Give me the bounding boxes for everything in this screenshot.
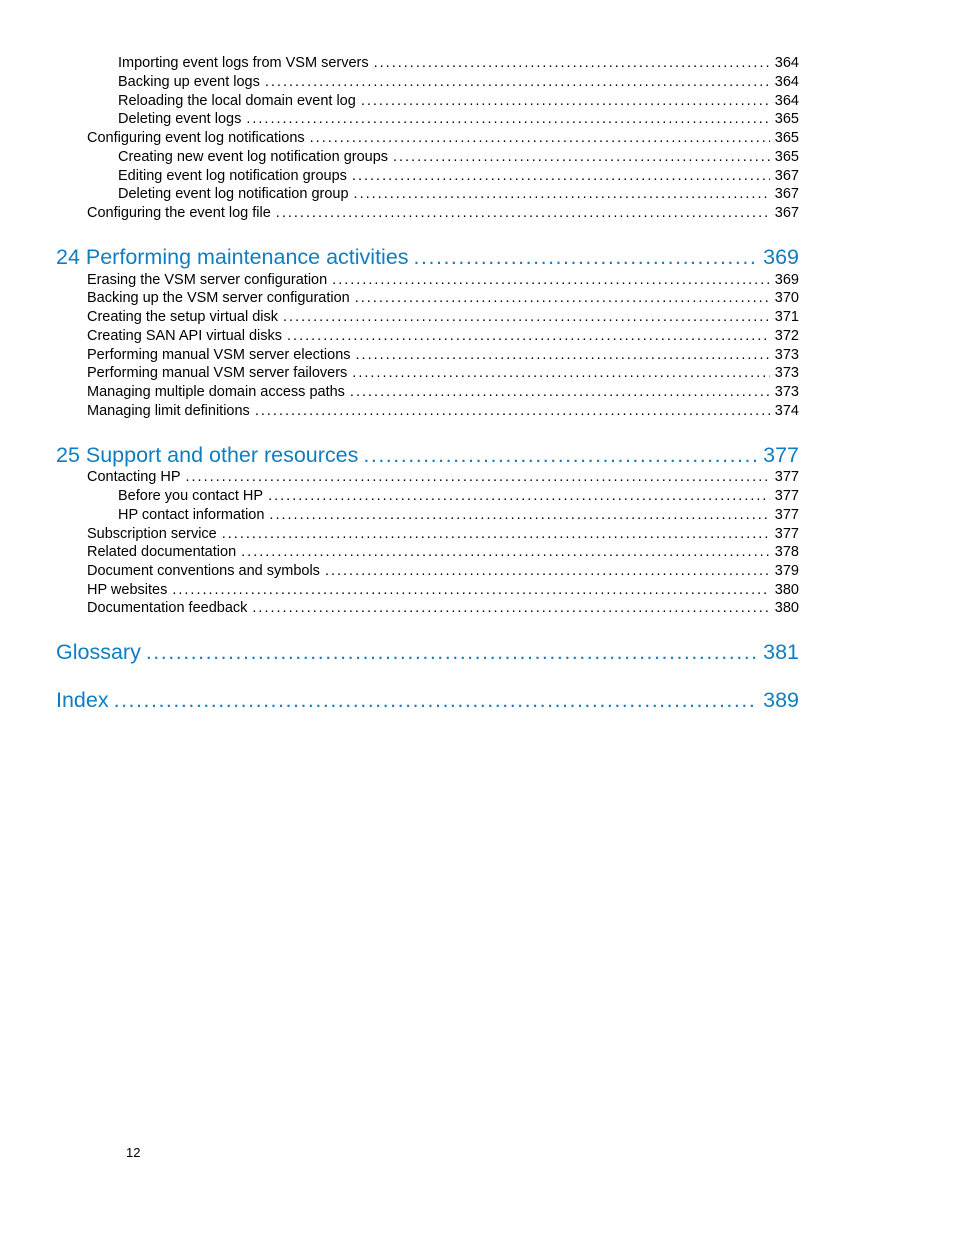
dot-leader [361, 92, 770, 111]
toc-entry[interactable] [118, 148, 799, 167]
toc-entry-title: Deleting event logs [118, 111, 242, 127]
toc-entry[interactable] [118, 487, 799, 506]
dot-leader [332, 271, 770, 290]
dot-leader [354, 185, 770, 204]
dot-leader [374, 54, 770, 73]
chapter-title: Index [56, 688, 109, 712]
dot-leader [283, 308, 770, 327]
toc-entry[interactable] [87, 468, 799, 487]
page-number: 12 [126, 1145, 141, 1160]
toc-entry-page: 377 [774, 469, 799, 485]
dot-leader [356, 346, 770, 365]
toc-entry-page: 365 [774, 130, 799, 146]
chapter-page: 377 [763, 443, 799, 467]
toc-entry[interactable] [87, 308, 799, 327]
toc-entry-title: Reloading the local domain event log [118, 93, 356, 109]
dot-leader [363, 441, 758, 469]
toc-entry-page: 377 [774, 488, 799, 504]
toc-entry[interactable] [118, 506, 799, 525]
chapter-page: 369 [763, 245, 799, 269]
toc-entry-title: Document conventions and symbols [87, 563, 320, 579]
toc-entry-page: 373 [774, 384, 799, 400]
toc-entry-page: 373 [774, 365, 799, 381]
toc-entry-page: 369 [774, 272, 799, 288]
toc-entry-page: 372 [774, 328, 799, 344]
dot-leader [355, 289, 770, 308]
toc-entry[interactable] [87, 599, 799, 618]
dot-leader [287, 327, 770, 346]
dot-leader [414, 243, 759, 271]
toc-entry[interactable] [87, 129, 799, 148]
toc-entry-page: 367 [774, 186, 799, 202]
dot-leader [241, 543, 770, 562]
toc-entry-page: 371 [774, 309, 799, 325]
toc-entry-page: 379 [774, 563, 799, 579]
toc-entry-page: 364 [774, 74, 799, 90]
dot-leader [393, 148, 770, 167]
chapter-page: 389 [763, 688, 799, 712]
toc-entry-title: Deleting event log notification group [118, 186, 349, 202]
toc-entry-title: Performing manual VSM server elections [87, 347, 351, 363]
toc-entry-title: Managing multiple domain access paths [87, 384, 345, 400]
toc-entry-page: 364 [774, 93, 799, 109]
toc-entry-page: 367 [774, 205, 799, 221]
toc-entry-title: Related documentation [87, 544, 237, 560]
toc-entry-title: HP contact information [118, 507, 265, 523]
toc-entry-title: Backing up event logs [118, 74, 260, 90]
dot-leader [146, 638, 758, 666]
chapter-title: Glossary [56, 640, 141, 664]
toc-entry-title: Contacting HP [87, 469, 181, 485]
toc-entry-title: Subscription service [87, 526, 217, 542]
toc-entry-title: Backing up the VSM server configuration [87, 290, 350, 306]
toc-entry-page: 374 [774, 403, 799, 419]
toc-entry-page: 380 [774, 582, 799, 598]
toc-entry-page: 367 [774, 168, 799, 184]
chapter-page: 381 [763, 640, 799, 664]
toc-entry[interactable] [87, 383, 799, 402]
toc-entry[interactable] [87, 525, 799, 544]
dot-leader [255, 402, 770, 421]
toc-entry-title: HP websites [87, 582, 168, 598]
toc-entry-title: Creating the setup virtual disk [87, 309, 279, 325]
dot-leader [325, 562, 770, 581]
dot-leader [352, 167, 770, 186]
toc-entry-title: Editing event log notification groups [118, 168, 347, 184]
toc-entry[interactable] [87, 327, 799, 346]
toc-entry-page: 364 [774, 55, 799, 71]
toc-entry[interactable] [87, 204, 799, 223]
toc-entry-title: Creating SAN API virtual disks [87, 328, 283, 344]
chapter-title: 24 Performing maintenance activities [56, 245, 409, 269]
toc-entry-title: Configuring the event log file [87, 205, 271, 221]
toc-entry-title: Documentation feedback [87, 600, 248, 616]
toc-entry[interactable] [87, 364, 799, 383]
dot-leader [172, 581, 769, 600]
toc-entry[interactable] [118, 92, 799, 111]
toc-entry-page: 378 [774, 544, 799, 560]
toc-entry[interactable] [87, 581, 799, 600]
toc-entry-title: Managing limit definitions [87, 403, 250, 419]
toc-entry[interactable] [118, 110, 799, 129]
chapter-title: 25 Support and other resources [56, 443, 359, 467]
toc-entry-page: 380 [774, 600, 799, 616]
toc-chapter-heading[interactable] [56, 441, 799, 469]
toc-entry[interactable] [87, 402, 799, 421]
dot-leader [268, 487, 770, 506]
toc-entry-title: Performing manual VSM server failovers [87, 365, 348, 381]
toc-entry-title: Before you contact HP [118, 488, 264, 504]
toc-entry-title: Configuring event log notifications [87, 130, 305, 146]
dot-leader [310, 129, 770, 148]
dot-leader [276, 204, 770, 223]
toc-entry[interactable] [118, 185, 799, 204]
dot-leader [350, 383, 770, 402]
toc-entry-page: 365 [774, 149, 799, 165]
dot-leader [252, 599, 769, 618]
dot-leader [186, 468, 770, 487]
toc-entry-title: Erasing the VSM server configuration [87, 272, 328, 288]
dot-leader [352, 364, 770, 383]
toc-entry-page: 373 [774, 347, 799, 363]
toc-entry[interactable] [118, 73, 799, 92]
toc-entry-title: Creating new event log notification groups [118, 149, 389, 165]
toc-entry-page: 377 [774, 526, 799, 542]
toc-entry[interactable] [87, 543, 799, 562]
toc-chapter-heading[interactable] [56, 638, 799, 666]
toc-entry[interactable] [87, 346, 799, 365]
toc-entry-page: 370 [774, 290, 799, 306]
dot-leader [246, 110, 769, 129]
toc-entry-page: 365 [774, 111, 799, 127]
dot-leader [114, 686, 759, 714]
toc-entry-page: 377 [774, 507, 799, 523]
toc-entry[interactable] [118, 167, 799, 186]
toc-chapter-heading[interactable] [56, 243, 799, 271]
toc-entry[interactable] [87, 289, 799, 308]
toc-entry[interactable] [118, 54, 799, 73]
dot-leader [269, 506, 769, 525]
dot-leader [222, 525, 770, 544]
toc-entry-title: Importing event logs from VSM servers [118, 55, 369, 71]
toc-chapter-heading[interactable] [56, 686, 799, 714]
toc-entry[interactable] [87, 562, 799, 581]
toc-entry[interactable] [87, 271, 799, 290]
dot-leader [265, 73, 770, 92]
